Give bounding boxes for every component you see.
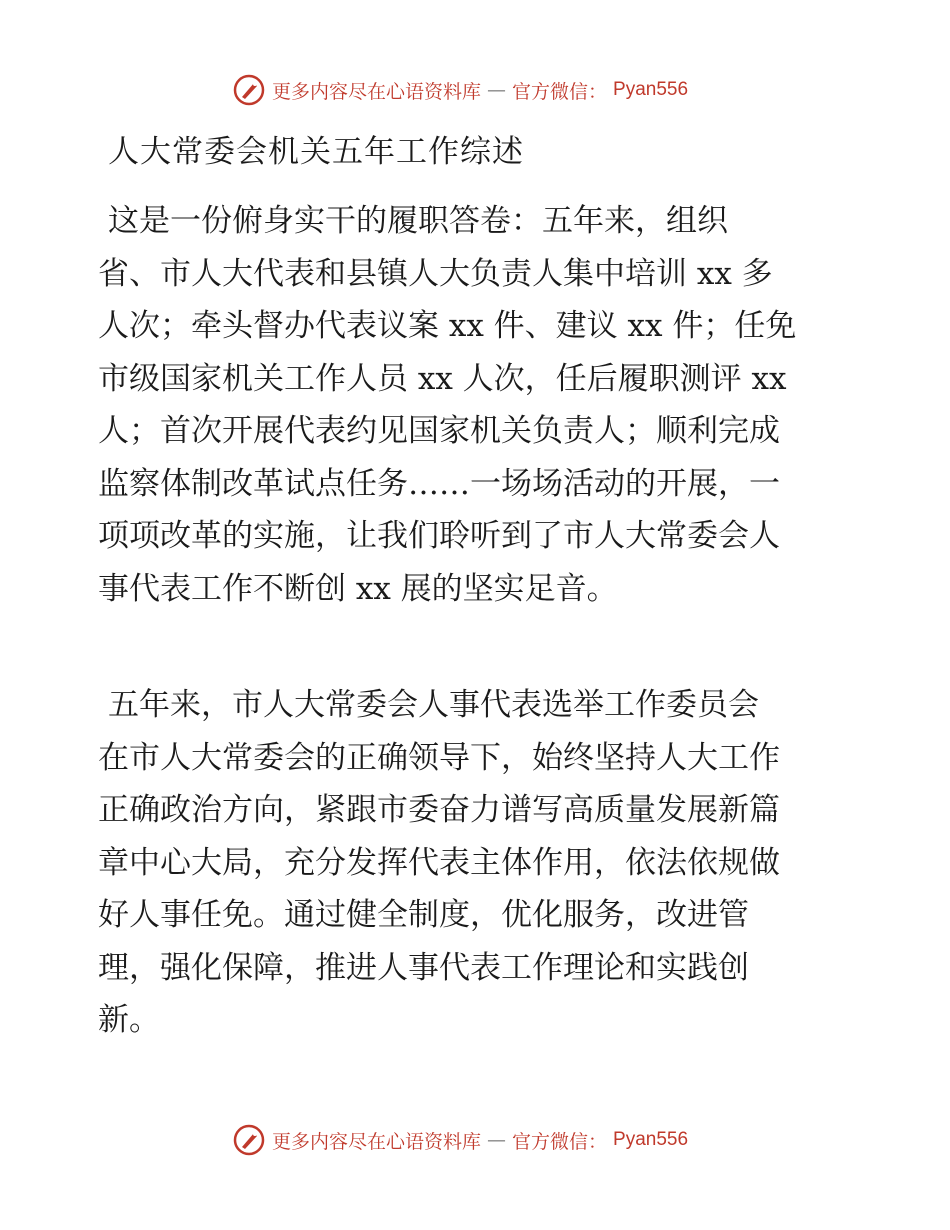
- banner-wechat-label: 官方微信：: [512, 1130, 608, 1153]
- paragraph-line: 这是一份俯身实干的履职答卷：五年来，组织: [108, 203, 728, 239]
- paragraph-line: 项项改革的实施，让我们聆听到了市人大常委会人: [98, 518, 780, 554]
- paragraph-line: 理，强化保障，推进人事代表工作理论和实践创: [98, 949, 749, 986]
- page-title: 人大常委会机关五年工作综述: [108, 134, 524, 170]
- pen-nib-icon: [232, 73, 266, 107]
- paragraph-line: 在市人大常委会的正确领导下，始终坚持人大工作: [98, 739, 780, 776]
- banner-wechat-id: Pyan556: [613, 1129, 689, 1150]
- banner-wechat-label: 官方微信：: [512, 80, 608, 103]
- banner-separator: —: [487, 79, 507, 101]
- paragraph-line: 章中心大局，充分发挥代表主体作用，依法依规做: [98, 844, 780, 881]
- banner-text: 更多内容尽在心语资料库: [272, 80, 482, 103]
- paragraph-line: 监察体制改革试点任务……一场场活动的开展，一: [98, 465, 780, 502]
- paragraph-1: [98, 195, 858, 615]
- paragraph-2: [98, 679, 858, 1047]
- pen-nib-icon: [232, 1123, 266, 1157]
- paragraph-line: 人次；牵头督办代表议案 xx 件、建议 xx 件；任免: [98, 308, 797, 344]
- banner-text: 更多内容尽在心语资料库: [272, 1130, 482, 1153]
- footer-banner: [232, 1123, 688, 1157]
- header-banner: [232, 73, 688, 107]
- paragraph-line: 好人事任免。通过健全制度，优化服务，改进管: [98, 897, 749, 933]
- paragraph-line: 省、市人大代表和县镇人大负责人集中培训 xx 多: [98, 255, 773, 292]
- banner-separator: —: [487, 1129, 507, 1151]
- paragraph-line: 正确政治方向，紧跟市委奋力谱写高质量发展新篇: [98, 792, 780, 828]
- paragraph-line: 五年来，市人大常委会人事代表选举工作委员会: [108, 687, 759, 723]
- paragraph-line: 人；首次开展代表约见国家机关负责人；顺利完成: [98, 413, 780, 449]
- paragraph-line: 市级国家机关工作人员 xx 人次，任后履职测评 xx: [98, 360, 787, 397]
- banner-wechat-id: Pyan556: [613, 79, 689, 100]
- paragraph-line: 新。: [98, 1002, 160, 1038]
- paragraph-line: 事代表工作不断创 xx 展的坚实足音。: [98, 570, 618, 607]
